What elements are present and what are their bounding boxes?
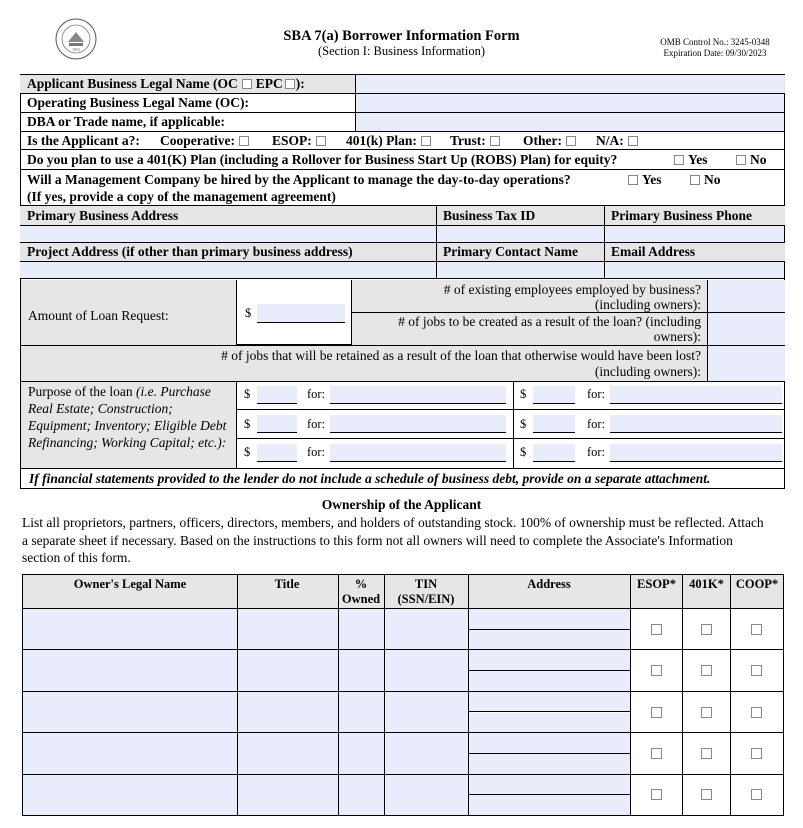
phone-input[interactable] xyxy=(604,226,784,242)
plan-yes-checkbox[interactable] xyxy=(674,155,684,165)
primary-address-input[interactable] xyxy=(20,226,436,242)
col-owner-name: Owner's Legal Name xyxy=(73,577,187,591)
purpose-for-1[interactable] xyxy=(330,386,506,404)
owner-title-input-5[interactable] xyxy=(238,775,338,815)
purpose-for-5[interactable] xyxy=(330,444,506,462)
owner-name-input-3[interactable] xyxy=(23,692,237,732)
purpose-for-3[interactable] xyxy=(330,415,506,433)
owner-address-line1-4[interactable] xyxy=(469,733,630,754)
plan-question: Do you plan to use a 401(K) Plan (including a Rollover for Business Start Up (ROBS) Plan) for equity? xyxy=(27,152,618,167)
owner-address-line1-5[interactable] xyxy=(469,775,630,796)
oc-checkbox[interactable] xyxy=(242,79,252,89)
primary-address-label: Primary Business Address xyxy=(27,208,179,223)
owner-tin-input-3[interactable] xyxy=(385,692,468,732)
project-address-input[interactable] xyxy=(20,262,436,278)
owner-401k-checkbox-5[interactable] xyxy=(701,789,712,800)
owner-tin-input-1[interactable] xyxy=(385,609,468,649)
purpose-for-2[interactable] xyxy=(610,386,782,404)
svg-text:1953: 1953 xyxy=(72,47,80,52)
owner-name-input-4[interactable] xyxy=(23,733,237,773)
mgmt-question-row: Will a Management Company be hired by the Applicant to manage the day-to-day operations? Yes No (If yes, provide a copy of the management agreement) xyxy=(20,170,785,206)
omb-control: OMB Control No.: 3245-0348 xyxy=(660,37,770,47)
owner-esop-checkbox-4[interactable] xyxy=(651,748,662,759)
purpose-amount-4[interactable] xyxy=(533,415,575,433)
col-coop: COOP* xyxy=(735,577,779,591)
contact-name-label: Primary Contact Name xyxy=(436,243,578,261)
owner-coop-checkbox-2[interactable] xyxy=(751,665,762,676)
purpose-for-6[interactable] xyxy=(610,444,782,462)
purpose-amount-1[interactable] xyxy=(257,386,297,404)
col-401k: 401K* xyxy=(689,577,724,591)
owner-coop-checkbox-3[interactable] xyxy=(751,707,762,718)
tax-id-label: Business Tax ID xyxy=(436,206,535,225)
jobs-created-question: # of jobs to be created as a result of the loan? (including xyxy=(398,314,701,329)
owner-name-input-1[interactable] xyxy=(23,609,237,649)
owner-address-line1-3[interactable] xyxy=(469,692,630,713)
401k-checkbox[interactable] xyxy=(421,136,431,146)
owner-pct-input-5[interactable] xyxy=(339,775,384,815)
col-title: Title xyxy=(274,577,300,591)
owner-coop-checkbox-4[interactable] xyxy=(751,748,762,759)
loan-amount-input[interactable] xyxy=(257,304,345,323)
owner-pct-input-1[interactable] xyxy=(339,609,384,649)
mgmt-note: (If yes, provide a copy of the management agreement) xyxy=(27,189,336,204)
owner-tin-input-4[interactable] xyxy=(385,733,468,773)
purpose-amount-2[interactable] xyxy=(533,386,575,404)
cooperative-checkbox[interactable] xyxy=(239,136,249,146)
applicant-type-row: Is the Applicant a?: Cooperative: ESOP: 401(k) Plan: Trust: Other: N/A: xyxy=(20,132,785,150)
owner-esop-checkbox-1[interactable] xyxy=(651,624,662,635)
col-esop: ESOP* xyxy=(637,577,676,591)
col-owned: % Owned xyxy=(341,577,381,606)
owner-title-input-1[interactable] xyxy=(238,609,338,649)
ownership-instructions: List all proprietors, partners, officers, directors, members, and holders of outstanding stock. 100% of ownership must be reflected. Attach a separate sheet if necessary. Based on the instructions to this form not all owners will need to complete the Associate's Information section of this form. xyxy=(22,515,764,565)
jobs-retained-question: # of jobs that will be retained as a result of the loan that otherwise would have been lost? xyxy=(221,348,701,363)
epc-checkbox[interactable] xyxy=(285,79,295,89)
existing-employees-question: # of existing employees employed by business? xyxy=(443,282,701,297)
expiration-date: Expiration Date: 09/30/2023 xyxy=(663,48,767,58)
owner-401k-checkbox-2[interactable] xyxy=(701,665,712,676)
owner-401k-checkbox-3[interactable] xyxy=(701,707,712,718)
owner-address-line2-5[interactable] xyxy=(469,795,630,815)
purpose-label: Purpose of the loan xyxy=(28,384,136,399)
legal-name-label: Applicant Business Legal Name (OC xyxy=(27,76,238,91)
mgmt-question: Will a Management Company be hired by the Applicant to manage the day-to-day operations? xyxy=(27,172,571,187)
dba-label: DBA or Trade name, if applicable: xyxy=(27,114,226,129)
form-title: SBA 7(a) Borrower Information Form xyxy=(283,28,520,44)
trust-checkbox[interactable] xyxy=(490,136,500,146)
owner-title-input-4[interactable] xyxy=(238,733,338,773)
plan-no-checkbox[interactable] xyxy=(736,155,746,165)
legal-name-row: Applicant Business Legal Name (OC EPC ): xyxy=(20,75,785,94)
owner-address-line2-1[interactable] xyxy=(469,630,630,650)
purpose-examples: (i.e. Purchase Real Estate; Construction; Equipment; Inventory; Eligible Debt Refinancing; Working Capital; etc.): xyxy=(28,384,227,450)
email-label: Email Address xyxy=(604,243,695,261)
jobs-created-input[interactable] xyxy=(707,313,785,345)
owner-401k-checkbox-1[interactable] xyxy=(701,624,712,635)
owner-401k-checkbox-4[interactable] xyxy=(701,748,712,759)
form-subtitle: (Section I: Business Information) xyxy=(318,44,485,58)
epc-label: EPC xyxy=(255,76,283,91)
operating-name-label: Operating Business Legal Name (OC): xyxy=(27,95,249,110)
owner-coop-checkbox-1[interactable] xyxy=(751,624,762,635)
purpose-amount-3[interactable] xyxy=(257,415,297,433)
owner-esop-checkbox-5[interactable] xyxy=(651,789,662,800)
col-address: Address xyxy=(527,577,571,591)
phone-label: Primary Business Phone xyxy=(604,206,752,225)
purpose-amount-6[interactable] xyxy=(533,444,575,462)
owner-tin-input-5[interactable] xyxy=(385,775,468,815)
owner-address-line1-2[interactable] xyxy=(469,650,630,671)
owner-name-input-2[interactable] xyxy=(23,650,237,690)
na-checkbox[interactable] xyxy=(628,136,638,146)
owner-address-line1-1[interactable] xyxy=(469,609,630,630)
legal-name-input[interactable] xyxy=(355,75,784,93)
col-tin: TIN (SSN/EIN) xyxy=(397,577,455,606)
mgmt-no-checkbox[interactable] xyxy=(690,175,700,185)
existing-employees-input[interactable] xyxy=(707,280,785,312)
mgmt-yes-checkbox[interactable] xyxy=(628,175,638,185)
owner-pct-input-2[interactable] xyxy=(339,650,384,690)
loan-amount-label: Amount of Loan Request: xyxy=(28,308,169,323)
purpose-amount-5[interactable] xyxy=(257,444,297,462)
financial-statement-note: If financial statements provided to the lender do not include a schedule of business debt, provide on a separate attachment. xyxy=(29,471,711,486)
jobs-retained-input[interactable] xyxy=(707,346,785,381)
owner-pct-input-3[interactable] xyxy=(339,692,384,732)
owner-esop-checkbox-2[interactable] xyxy=(651,665,662,676)
ownership-title: Ownership of the Applicant xyxy=(321,497,482,512)
esop-checkbox[interactable] xyxy=(316,136,326,146)
owner-title-input-2[interactable] xyxy=(238,650,338,690)
owner-name-input-5[interactable] xyxy=(23,775,237,815)
owner-pct-input-4[interactable] xyxy=(339,733,384,773)
tax-id-input[interactable] xyxy=(436,226,604,242)
owner-tin-input-2[interactable] xyxy=(385,650,468,690)
owner-esop-checkbox-3[interactable] xyxy=(651,707,662,718)
contact-name-input[interactable] xyxy=(436,262,604,278)
owner-title-input-3[interactable] xyxy=(238,692,338,732)
project-address-label: Project Address (if other than primary business address) xyxy=(27,244,353,259)
owner-address-line2-3[interactable] xyxy=(469,713,630,733)
other-checkbox[interactable] xyxy=(566,136,576,146)
owner-address-line2-4[interactable] xyxy=(469,754,630,774)
owner-coop-checkbox-5[interactable] xyxy=(751,789,762,800)
purpose-for-4[interactable] xyxy=(610,415,782,433)
plan-question-row: Do you plan to use a 401(K) Plan (including a Rollover for Business Start Up (ROBS) Plan) for equity? Yes No xyxy=(20,150,785,170)
owner-address-line2-2[interactable] xyxy=(469,671,630,691)
owner-row-divider-5 xyxy=(23,815,783,816)
operating-name-input[interactable] xyxy=(355,94,784,112)
email-input[interactable] xyxy=(604,262,784,278)
dba-input[interactable] xyxy=(355,113,784,131)
